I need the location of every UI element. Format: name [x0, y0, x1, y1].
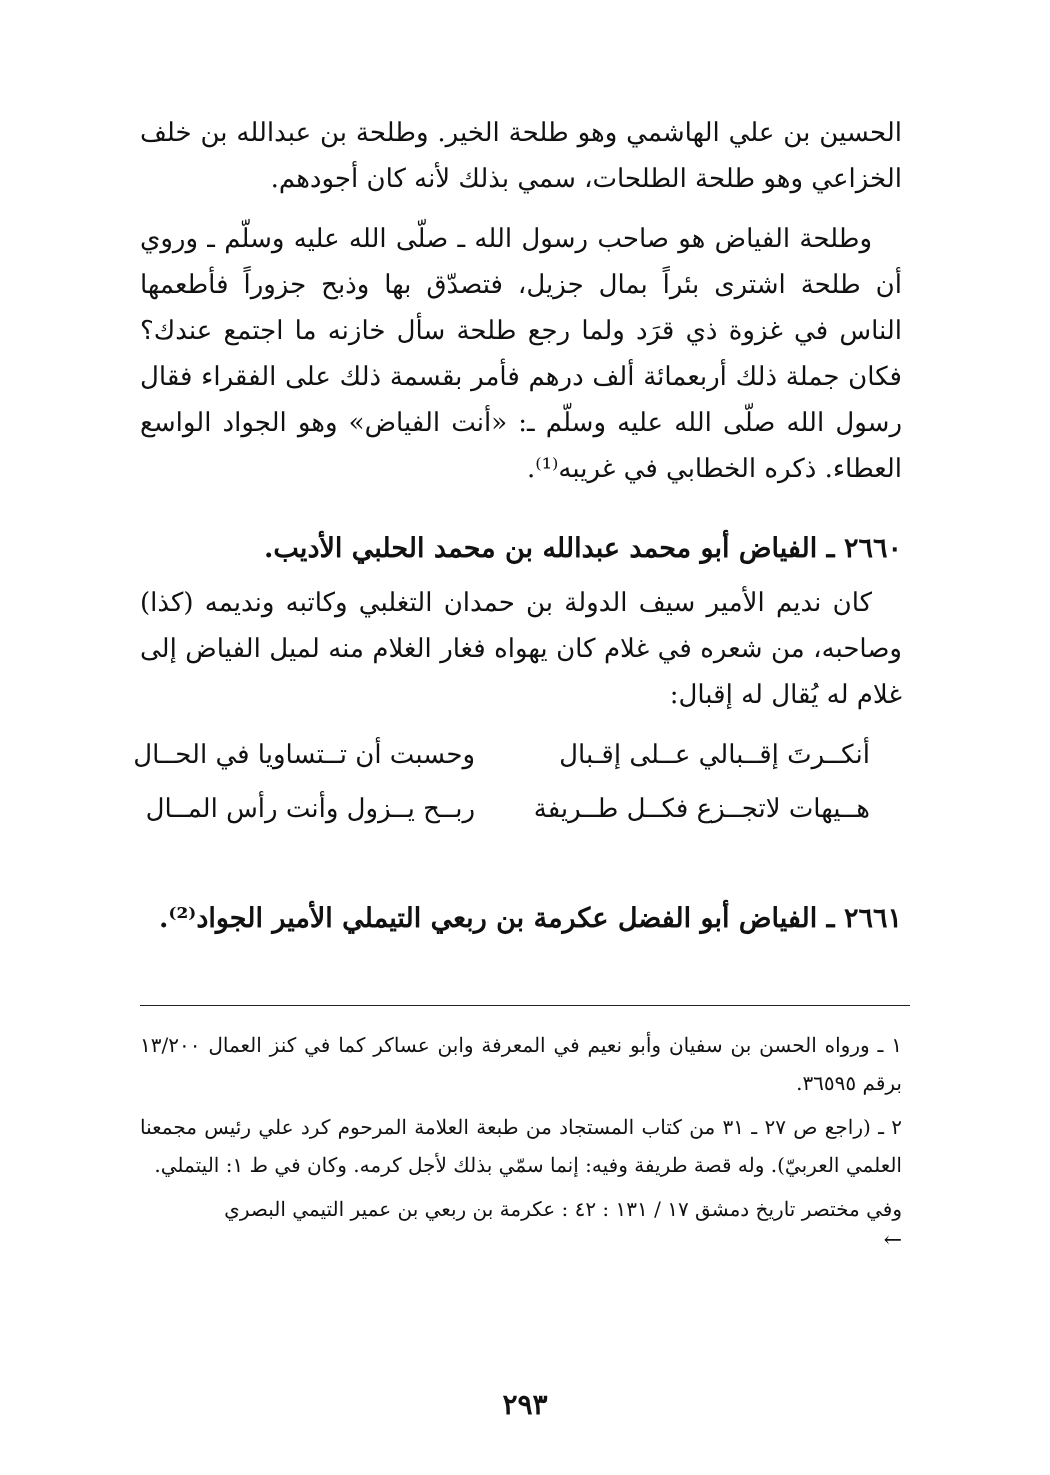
verse-second-hemistich: ربــح يــزول وأنت رأس المــال [145, 794, 475, 824]
entry-heading: ٢٦٦١ ـ الفياض أبو الفضل عكرمة بن ربعي التيملي الأمير الجواد⁽²⁾. [159, 903, 902, 934]
footnotes [140, 1026, 902, 1254]
verse-first-hemistich: هــيهات لاتجــزع فكــل طــريفة [533, 794, 870, 824]
poem-verse [145, 786, 870, 832]
footnote: ٢ ـ (راجع ص ٢٧ ـ ٣١ من كتاب المستجاد من طبعة العلامة المرحوم كرد علي رئيس مجمعنا العلمي العربيّ). وله قصة طريفة وفيه: إنما سمّي بذلك لأجل كرمه. وكان في ط ١: اليتملي. [140, 1115, 903, 1177]
footnote: ١ ـ ورواه الحسن بن سفيان وأبو نعيم في المعرفة وابن عساكر كما في كنز العمال ١٣/٢٠٠ برقم ٣٦٥٩٥. [140, 1033, 902, 1095]
verse-second-hemistich: وحسبت أن تــتساويا في الحــال [133, 740, 475, 770]
body-paragraph: الحسين بن علي الهاشمي وهو طلحة الخير. وطلحة بن عبدالله بن خلف الخزاعي وهو طلحة الطلحات، سمي بذلك لأنه كان أجودهم. [140, 118, 902, 194]
body-paragraph: كان نديم الأمير سيف الدولة بن حمدان التغلبي وكاتبه ونديمه (كذا) وصاحبه، من شعره في غلام كان يهواه فغار الغلام منه لميل الفياض إلى غلام له يُقال له إقبال: [140, 588, 902, 710]
entry-heading: ٢٦٦٠ ـ الفياض أبو محمد عبدالله بن محمد الحلبي الأديب. [264, 533, 902, 564]
body-paragraph: وطلحة الفياض هو صاحب رسول الله ـ صلّى الله عليه وسلّم ـ وروي أن طلحة اشترى بئراً بمال جزيل، فتصدّق بها وذبح جزوراً فأطعمها الناس في غزوة ذي قرَد ولما رجع طلحة سأل خازنه ما اجتمع عندك؟ فكان جملة ذلك أربعمائة ألف درهم فأمر بقسمة ذلك على الفقراء فقال رسول الله صلّى الله عليه وسلّم ـ: «أنت الفياض» وهو الجواد الواسع العطاء. ذكره الخطابي في غريبه⁽¹⁾. [140, 224, 903, 484]
footnote-continuation: وفي مختصر تاريخ دمشق ١٧ / ١٣١ : ٤٢ : عكرمة بن ربعي بن عمير التيمي البصري [224, 1197, 902, 1221]
continuation-arrow-icon: ← [883, 1228, 902, 1253]
page-number: ٢٩٣ [502, 1388, 548, 1421]
footnote-separator [140, 1005, 910, 1006]
poem-verse [133, 732, 870, 778]
verse-first-hemistich: أنكــرتَ إقــبالي عــلى إقـبال [559, 740, 870, 770]
